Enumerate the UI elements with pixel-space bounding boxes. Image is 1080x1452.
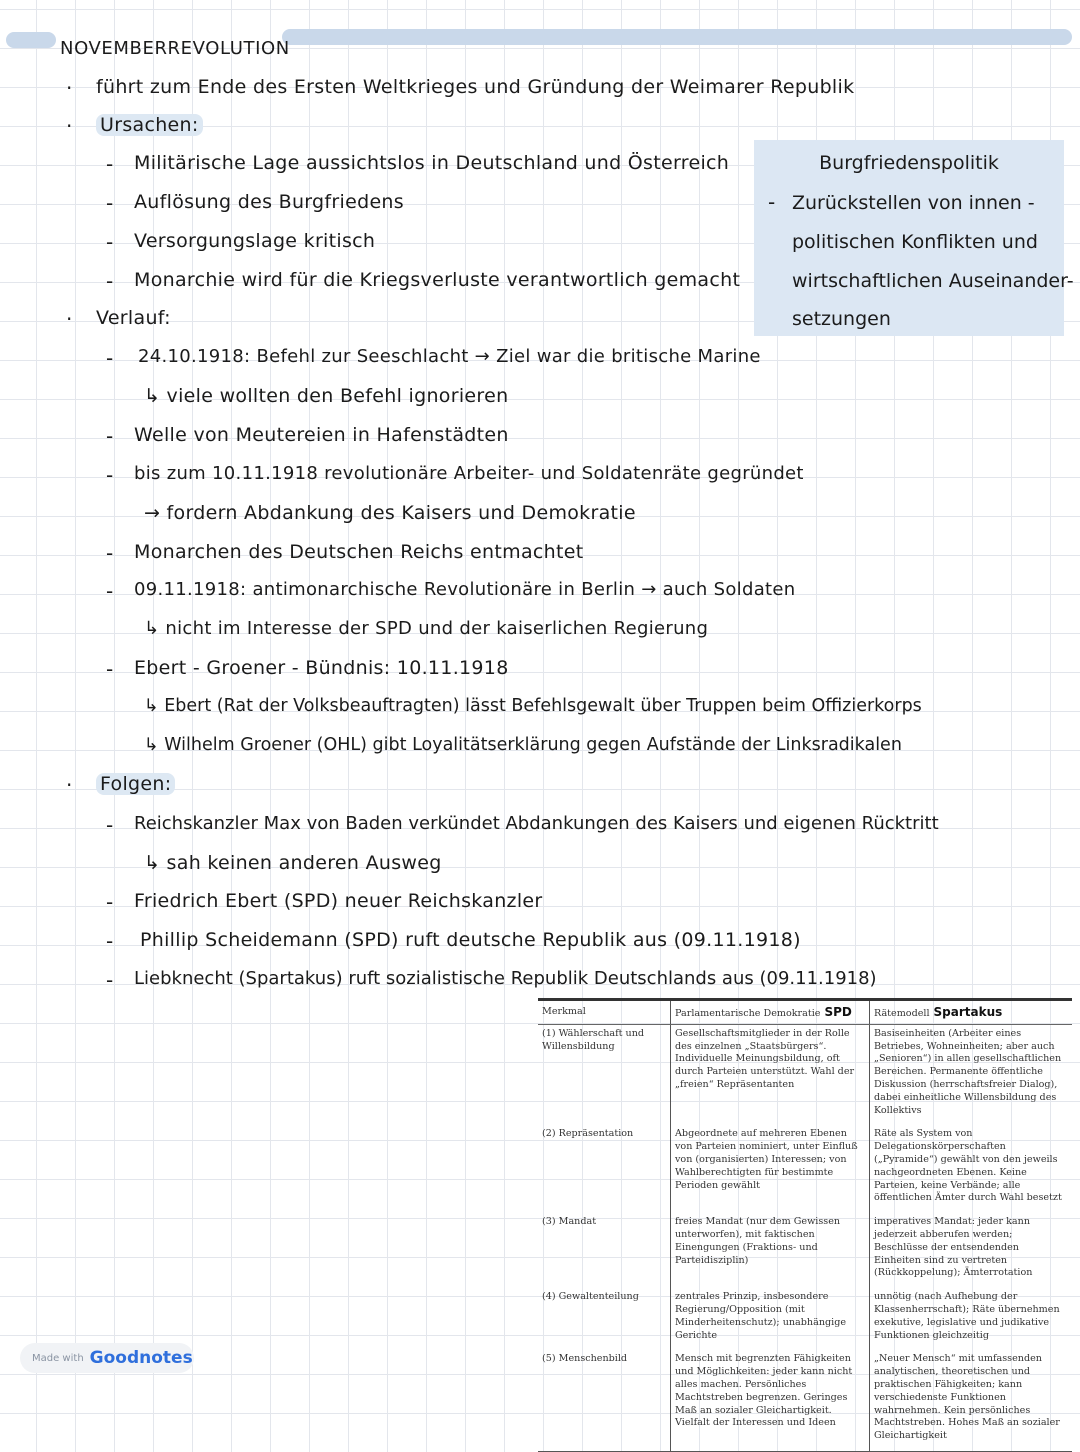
ursachen-item: Versorgungslage kritisch (134, 230, 376, 252)
made-with-goodnotes-badge (20, 1343, 194, 1373)
infobox-line: wirtschaftlichen Auseinander- (792, 270, 1074, 292)
dash: - (106, 230, 114, 254)
infobox-line: politischen Konflikten und (792, 231, 1038, 253)
folgen-line: Phillip Scheidemann (SPD) ruft deutsche Republik aus (09.11.1918) (140, 929, 801, 951)
dash: - (106, 191, 114, 215)
bullet: · (66, 307, 73, 331)
folgen-line: Reichskanzler Max von Baden verkündet Abdankungen des Kaisers und eigenen Rücktritt (134, 813, 939, 834)
burgfrieden-infobox (754, 140, 1074, 336)
verlauf-line: ↳ nicht im Interesse der SPD und der kaiserlichen Regierung (144, 618, 709, 639)
verlauf-line: → fordern Abdankung des Kaisers und Demokratie (144, 502, 636, 524)
bullet: · (66, 76, 73, 100)
dash: - (106, 152, 114, 176)
dash: - (768, 190, 776, 214)
header-note: Spartakus (933, 1005, 1003, 1019)
made-with-label: Made with (32, 1352, 84, 1364)
table-cell: Abgeordnete auf mehreren Ebenen von Parteien nominiert, unter Einfluß von (organisierten) Interessen; von Wahlberechtigten für bestimmte Perioden gewählt (671, 1125, 870, 1213)
ursachen-heading: Ursachen: (96, 114, 203, 136)
verlauf-line: 24.10.1918: Befehl zur Seeschlacht → Ziel war die britische Marine (138, 346, 761, 367)
table-cell: (3) Mandat (542, 1216, 597, 1228)
table-header: Merkmal (538, 1000, 671, 1025)
table-row (538, 1125, 1072, 1213)
table-cell: unnötig (nach Aufhebung der Klassenherrschaft); Räte übernehmen exekutive, legislative und judikative Funktionen gleichzeitig (874, 1291, 1060, 1341)
verlauf-line: ↳ Ebert (Rat der Volksbeauftragten) lässt Befehlsgewalt über Truppen beim Offizierkorps (144, 696, 922, 716)
dash: - (106, 579, 114, 603)
intro-line: führt zum Ende des Ersten Weltkrieges und Gründung der Weimarer Republik (96, 76, 855, 98)
verlauf-line: 09.11.1918: antimonarchische Revolutionäre in Berlin → auch Soldaten (134, 579, 796, 600)
table-row (538, 1213, 1072, 1288)
ursachen-item: Monarchie wird für die Kriegsverluste verantwortlich gemacht (134, 269, 741, 291)
bullet: · (66, 773, 73, 797)
table-cell: (5) Menschenbild (538, 1350, 671, 1451)
table-cell: „Neuer Mensch“ mit umfassenden analytischen, theoretischen und praktischen Fähigkeiten; kann verschiedenste Funktionen wahrnehmen. Kein persönliches Machtstreben. Hohes Maß an sozialer Gleichartigkeit (870, 1350, 1073, 1451)
table-row (538, 1288, 1072, 1350)
verlauf-line: ↳ Wilhelm Groener (OHL) gibt Loyalitätserklärung gegen Aufstände der Linksradikalen (144, 735, 902, 755)
goodnotes-logo: Goodnotes (89, 1348, 193, 1368)
dash: - (106, 890, 114, 914)
page-title: NOVEMBERREVOLUTION (60, 38, 290, 59)
dash: - (106, 541, 114, 565)
table-row (538, 1024, 1072, 1125)
infobox-line: setzungen (792, 308, 891, 330)
table-cell: Gesellschaftsmitglieder in der Rolle des einzelnen „Staatsbürgers“. Individuelle Meinungsbildung, oft durch Parteien unterstützt. Wahl der „freien“ Repräsentanten (671, 1024, 870, 1125)
folgen-heading: Folgen: (96, 773, 175, 795)
folgen-line: Liebknecht (Spartakus) ruft sozialistische Republik Deutschlands aus (09.11.1918) (134, 968, 877, 989)
table-cell: Mensch mit begrenzten Fähigkeiten und Möglichkeiten: jeder kann nicht alles machen. Persönliches Machtstreben begrenzen. Geringes Maß an sozialer Gleichartigkeit. Vielfalt der Interessen und Ideen (671, 1350, 870, 1451)
table-header: Rätemodell Spartakus (870, 1000, 1073, 1025)
dash: - (106, 968, 114, 992)
table-cell: imperatives Mandat: jeder kann jederzeit abberufen werden; Beschlüsse der entsendenden Einheiten sind zu vertreten (Rückkoppelung); Ämterrotation (874, 1216, 1033, 1279)
table-cell: Räte als System von Delegationskörperschaften („Pyramide“) gewählt von den jeweils nachgeordneten Ebenen. Keine Parteien, keine Verbände; alle öffentlichen Ämter durch Wahl besetzt (874, 1128, 1062, 1204)
comparison-table (538, 998, 1072, 1452)
dash: - (106, 346, 114, 370)
table-cell: freies Mandat (nur dem Gewissen unterworfen), mit faktischen Einengungen (Fraktions- und Parteidisziplin) (671, 1213, 870, 1288)
ursachen-item: Auflösung des Burgfriedens (134, 191, 404, 213)
table-row (538, 1350, 1072, 1451)
dash: - (106, 463, 114, 487)
verlauf-heading: Verlauf: (96, 307, 171, 329)
table-cell: (1) Wählerschaft und Willensbildung (542, 1027, 645, 1052)
bullet: · (66, 114, 73, 138)
infobox-title: Burgfriedenspolitik (819, 152, 999, 174)
verlauf-line: Welle von Meutereien in Hafenstädten (134, 424, 509, 446)
table-header-row (538, 1000, 1072, 1025)
highlight-bar-left (6, 32, 56, 48)
verlauf-line: Monarchen des Deutschen Reichs entmachtet (134, 541, 584, 563)
verlauf-line: bis zum 10.11.1918 revolutionäre Arbeiter- und Soldatenräte gegründet (134, 463, 804, 484)
folgen-line: ↳ sah keinen anderen Ausweg (144, 852, 442, 874)
verlauf-line: ↳ viele wollten den Befehl ignorieren (144, 385, 509, 407)
ursachen-item: Militärische Lage aussichtslos in Deutschland und Österreich (134, 152, 730, 174)
dash: - (106, 929, 114, 953)
table-cell: zentrales Prinzip, insbesondere Regierung/Opposition (mit Minderheitenschutz); unabhängige Gerichte (671, 1288, 870, 1350)
header-note: SPD (824, 1005, 852, 1019)
highlight-bar-right (282, 29, 1072, 45)
table-cell: (2) Repräsentation (542, 1128, 634, 1140)
infobox-line: Zurückstellen von innen - (792, 192, 1035, 214)
verlauf-line: Ebert - Groener - Bündnis: 10.11.1918 (134, 657, 509, 679)
dash: - (106, 269, 114, 293)
dash: - (106, 424, 114, 448)
table-cell: Basiseinheiten (Arbeiter eines Betriebes, Wohneinheiten; aber auch „Senioren“) in allen gesellschaftlichen Bereichen. Permanente öffentliche Diskussion (herrschaftsfreier Dialog), dabei einheitliche Willensbildung des Kollektivs (874, 1027, 1062, 1116)
folgen-line: Friedrich Ebert (SPD) neuer Reichskanzler (134, 890, 543, 912)
dash: - (106, 657, 114, 681)
dash: - (106, 813, 114, 837)
table-header: Parlamentarische Demokratie SPD (671, 1000, 870, 1025)
table-cell: (4) Gewaltenteilung (542, 1291, 639, 1303)
